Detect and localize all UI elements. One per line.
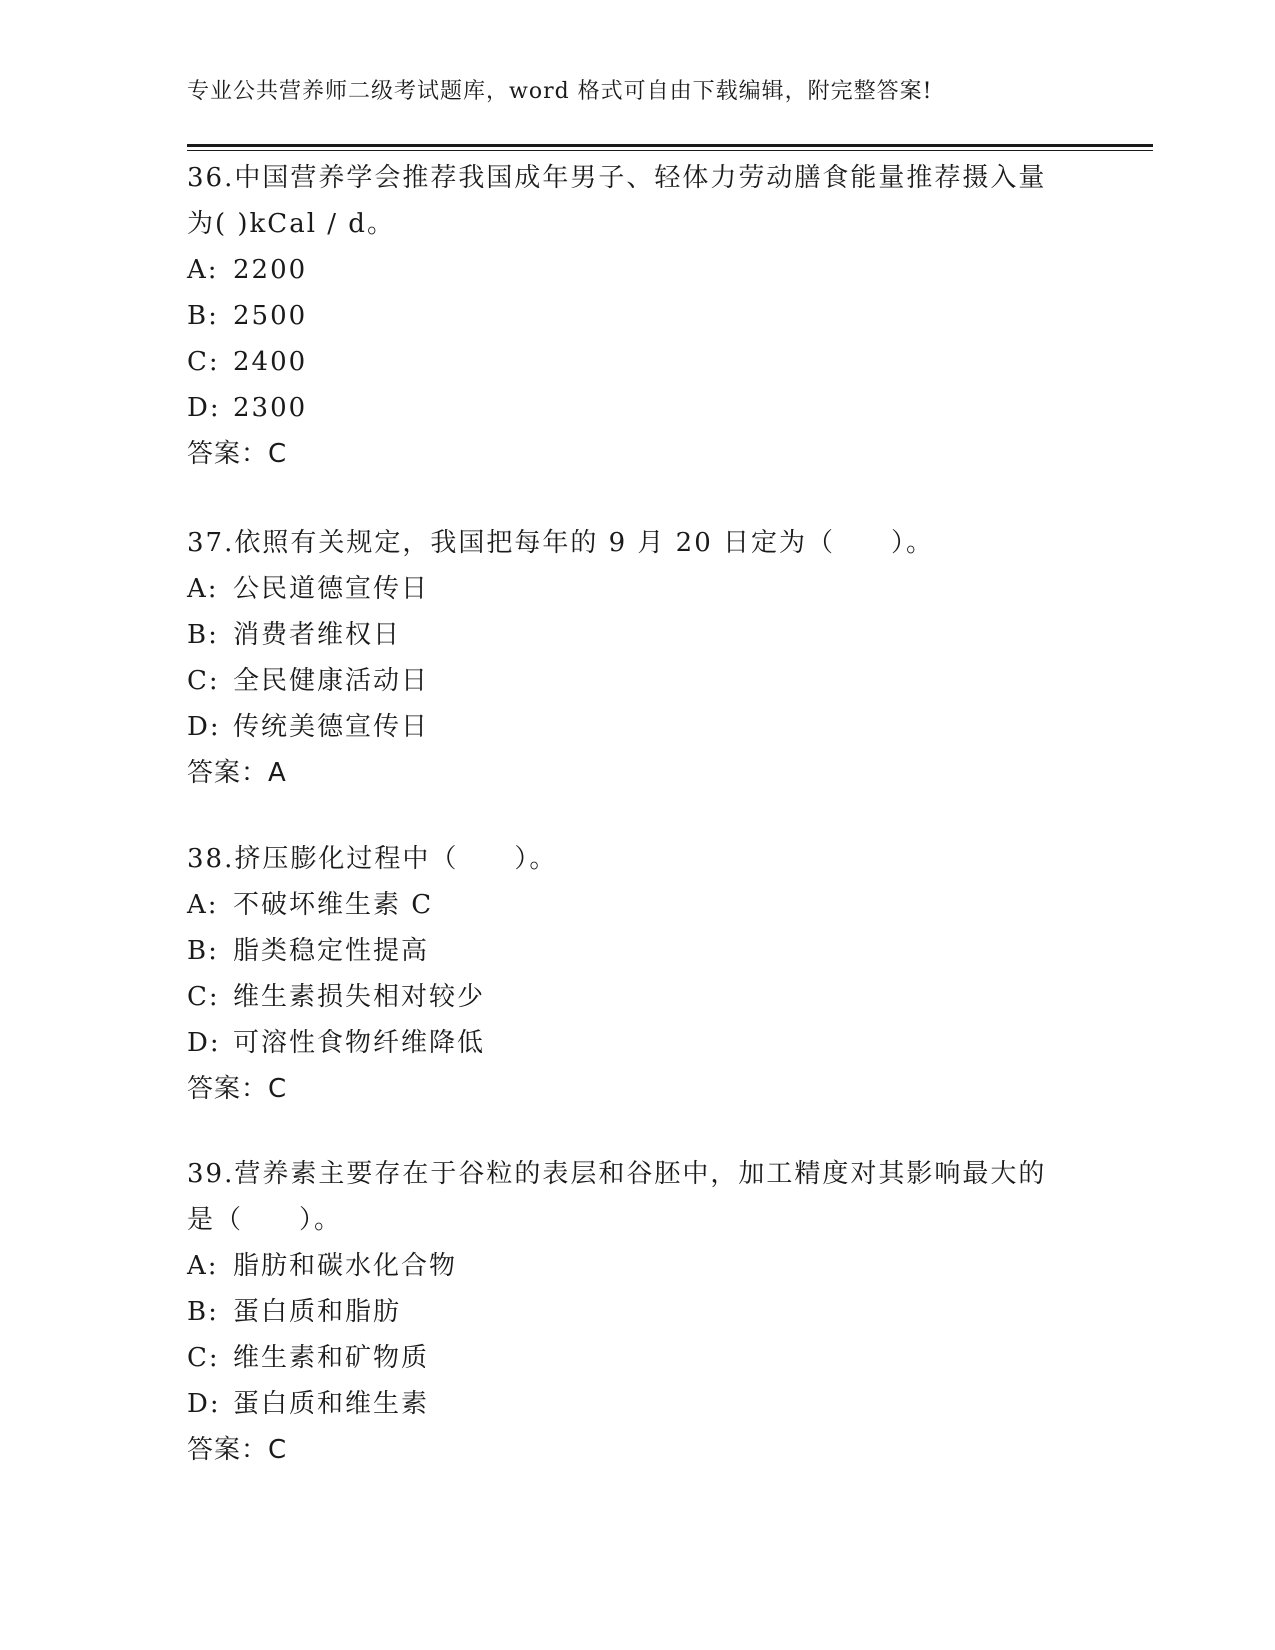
- question-37: [187, 520, 1087, 796]
- option-text: 2500: [233, 301, 308, 331]
- answer-line: 答案：C: [187, 1074, 288, 1104]
- option-letter: D:: [187, 712, 221, 742]
- option-letter: D:: [187, 1028, 221, 1058]
- option-a: [187, 1243, 1087, 1289]
- page-header: 专业公共营养师二级考试题库，word 格式可自由下载编辑，附完整答案!: [187, 79, 933, 104]
- option-text: 不破坏维生素 C: [233, 890, 434, 920]
- option-text: 全民健康活动日: [233, 666, 430, 696]
- option-b: [187, 928, 1087, 974]
- option-d: [187, 1020, 1087, 1066]
- header-rule-thin: [187, 150, 1153, 151]
- header-rule-thick: [187, 144, 1153, 147]
- option-d: [187, 1381, 1087, 1427]
- option-text: 维生素和矿物质: [233, 1343, 430, 1373]
- option-letter: D:: [187, 393, 221, 423]
- option-a: [187, 566, 1087, 612]
- option-letter: C:: [187, 1343, 220, 1373]
- option-c: [187, 974, 1087, 1020]
- option-text: 维生素损失相对较少: [233, 982, 486, 1012]
- option-text: 可溶性食物纤维降低: [233, 1028, 486, 1058]
- option-letter: C:: [187, 666, 220, 696]
- option-text: 2300: [233, 393, 308, 423]
- option-b: [187, 612, 1087, 658]
- question-36: [187, 155, 1087, 477]
- option-letter: B:: [187, 1297, 219, 1327]
- option-text: 脂肪和碳水化合物: [233, 1251, 458, 1281]
- option-c: [187, 658, 1087, 704]
- option-letter: C:: [187, 982, 220, 1012]
- answer-line: 答案：C: [187, 439, 288, 469]
- option-a: [187, 247, 1087, 293]
- question-stem-line: 39.营养素主要存在于谷粒的表层和谷胚中，加工精度对其影响最大的: [187, 1159, 1047, 1189]
- option-letter: B:: [187, 301, 219, 331]
- option-text: 蛋白质和维生素: [233, 1389, 430, 1419]
- answer-line: 答案：C: [187, 1435, 288, 1465]
- option-letter: B:: [187, 936, 219, 966]
- option-text: 公民道德宣传日: [233, 574, 430, 604]
- question-stem-line: 37.依照有关规定，我国把每年的 9 月 20 日定为（ ）。: [187, 528, 935, 558]
- option-text: 2200: [233, 255, 308, 285]
- option-text: 消费者维权日: [233, 620, 402, 650]
- option-letter: A:: [187, 890, 219, 920]
- option-letter: C:: [187, 347, 220, 377]
- question-stem-line: 是（ ）。: [187, 1205, 343, 1235]
- option-text: 蛋白质和脂肪: [233, 1297, 402, 1327]
- option-text: 2400: [233, 347, 308, 377]
- option-letter: D:: [187, 1389, 221, 1419]
- option-a: [187, 882, 1087, 928]
- option-letter: A:: [187, 1251, 219, 1281]
- option-b: [187, 293, 1087, 339]
- option-letter: A:: [187, 574, 219, 604]
- option-letter: B:: [187, 620, 219, 650]
- question-stem-line: 为( )kCal / d。: [187, 209, 395, 239]
- option-c: [187, 339, 1087, 385]
- question-stem-line: 36.中国营养学会推荐我国成年男子、轻体力劳动膳食能量推荐摄入量: [187, 163, 1047, 193]
- option-text: 脂类稳定性提高: [233, 936, 430, 966]
- option-text: 传统美德宣传日: [233, 712, 430, 742]
- option-b: [187, 1289, 1087, 1335]
- question-stem-line: 38.挤压膨化过程中（ ）。: [187, 844, 558, 874]
- option-c: [187, 1335, 1087, 1381]
- question-38: [187, 836, 1087, 1112]
- answer-line: 答案：A: [187, 758, 287, 788]
- option-d: [187, 704, 1087, 750]
- option-d: [187, 385, 1087, 431]
- option-letter: A:: [187, 255, 219, 285]
- question-39: [187, 1151, 1087, 1473]
